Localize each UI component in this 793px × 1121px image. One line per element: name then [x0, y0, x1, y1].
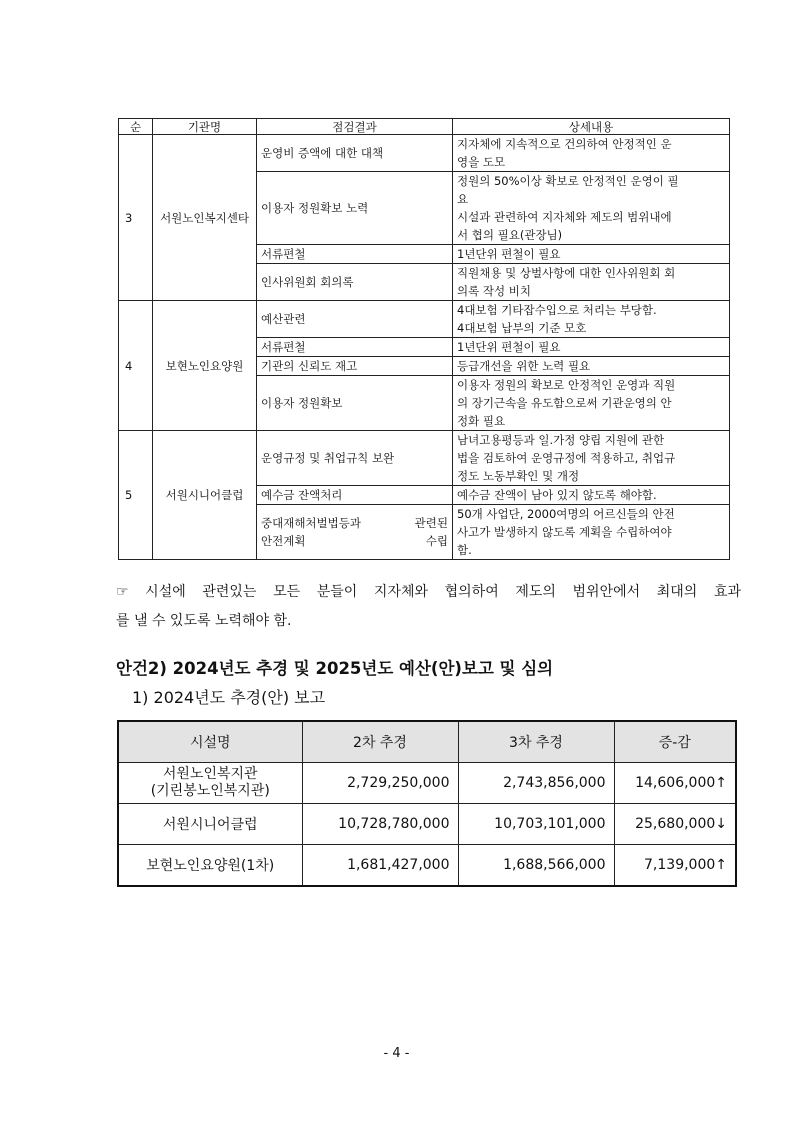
result-cell: 서류편철: [257, 245, 453, 264]
col-header-result: 점검결과: [257, 119, 453, 135]
note-line-1: ☞ 시설에 관련있는 모든 분들이 지자체와 협의하여 제도의 범위안에서 최대의 효과: [116, 584, 741, 600]
subsection-title: 1) 2024년도 추경(안) 보고: [132, 688, 326, 707]
row-number: 5: [119, 431, 153, 560]
table-row: [119, 431, 730, 486]
detail-cell: 예수금 잔액이 남아 있지 않도록 해야함.: [453, 486, 730, 505]
detail-cell: 등급개선을 위한 노력 필요: [453, 357, 730, 376]
row-number: 3: [119, 135, 153, 301]
detail-cell: 직원채용 및 상벌사항에 대한 인사위원회 회 의록 작성 비치: [453, 264, 730, 301]
detail-cell: 남녀고용평등과 일.가정 양립 지원에 관한 법을 검토하여 운영규정에 적용하고, 취업규 정도 노동부확인 및 개정: [453, 431, 730, 486]
org-name: 서원노인복지센타: [153, 135, 257, 301]
table-row: [118, 845, 736, 887]
detail-cell: 정원의 50%이상 확보로 안정적인 운영이 필 요 시설과 관련하여 지자체와 제도의 범위내에 서 협의 필요(관장님): [453, 172, 730, 245]
facility-name: 서원시니어클럽: [118, 804, 302, 845]
org-name: 보현노인요양원: [153, 301, 257, 431]
table-row: [118, 763, 736, 804]
result-cell: 운영비 증액에 대한 대책: [257, 135, 453, 172]
result-cell: 운영규정 및 취업규칙 보완: [257, 431, 453, 486]
detail-cell: 이용자 정원의 확보로 안정적인 운영과 직원 의 장기근속을 유도함으로써 기관운영의 안 정화 필요: [453, 376, 730, 431]
result-cell: 예수금 잔액처리: [257, 486, 453, 505]
table-row: [119, 135, 730, 172]
second-amount: 1,681,427,000: [302, 845, 458, 887]
detail-cell: 1년단위 편철이 필요: [453, 338, 730, 357]
result-cell: 이용자 정원확보: [257, 376, 453, 431]
section-title: 안건2) 2024년도 추경 및 2025년도 예산(안)보고 및 심의: [116, 659, 554, 678]
inspection-header-row: [119, 119, 730, 135]
col-header-second: 2차 추경: [302, 721, 458, 763]
diff-amount: 7,139,000↑: [614, 845, 736, 887]
col-header-no: 순: [119, 119, 153, 135]
page-number: - 4 -: [383, 1046, 410, 1061]
col-header-facility: 시설명: [118, 721, 302, 763]
detail-cell: 4대보험 기타잡수입으로 처리는 부당함. 4대보험 납부의 기준 모호: [453, 301, 730, 338]
budget-table: [117, 720, 737, 887]
third-amount: 10,703,101,000: [458, 804, 614, 845]
table-row: [118, 804, 736, 845]
detail-cell: 1년단위 편철이 필요: [453, 245, 730, 264]
facility-name: 서원노인복지관 (기린봉노인복지관): [118, 763, 302, 804]
detail-cell: 지자체에 지속적으로 건의하여 안정적인 운 영을 도모: [453, 135, 730, 172]
second-amount: 2,729,250,000: [302, 763, 458, 804]
row-number: 4: [119, 301, 153, 431]
col-header-detail: 상세내용: [453, 119, 730, 135]
facility-name: 보현노인요양원(1차): [118, 845, 302, 887]
diff-amount: 25,680,000↓: [614, 804, 736, 845]
detail-cell: 50개 사업단, 2000여명의 어르신들의 안전 사고가 발생하지 않도록 계획을 수립하여야 함.: [453, 505, 730, 560]
second-amount: 10,728,780,000: [302, 804, 458, 845]
inspection-table: [118, 118, 730, 560]
third-amount: 1,688,566,000: [458, 845, 614, 887]
result-cell: 기관의 신뢰도 재고: [257, 357, 453, 376]
col-header-diff: 증-감: [614, 721, 736, 763]
diff-amount: 14,606,000↑: [614, 763, 736, 804]
result-cell: 이용자 정원확보 노력: [257, 172, 453, 245]
result-cell: 예산관련: [257, 301, 453, 338]
result-cell: 서류편철: [257, 338, 453, 357]
note-paragraph: [116, 578, 741, 636]
col-header-third: 3차 추경: [458, 721, 614, 763]
budget-header-row: [118, 721, 736, 763]
note-line-2: 를 낼 수 있도록 노력해야 함.: [116, 613, 292, 629]
col-header-org: 기관명: [153, 119, 257, 135]
third-amount: 2,743,856,000: [458, 763, 614, 804]
table-row: [119, 301, 730, 338]
result-cell: 중대재해처벌법등과 관련된 안전계획 수립: [257, 505, 453, 560]
org-name: 서원시니어클럽: [153, 431, 257, 560]
result-cell: 인사위원회 회의록: [257, 264, 453, 301]
